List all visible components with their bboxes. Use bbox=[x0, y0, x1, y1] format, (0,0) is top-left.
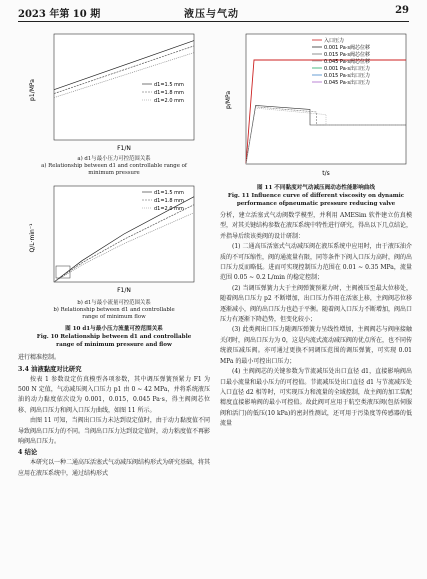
running-header bbox=[18, 5, 409, 21]
issue-label: 2023 年第 10 期 bbox=[18, 9, 101, 20]
right-para-4: (3) 此类阀出口压力随调压弹簧力呈线性增加，主阀阀芯与阀座接触关闭时，阀出口压力为 0，这是内流式流动减压阀的优点所在，也不同传统液压减压阀。亦可通过更换不同调压范围的调压弹簧，可实现 0.01 MPa 的最小可控出口压力； bbox=[220, 326, 412, 365]
fig10b-ylabel: Q/L·min⁻¹ bbox=[29, 223, 36, 253]
fig10-caption-cn: 图 10 d1与最小压力流量可控范围关系 bbox=[65, 326, 163, 333]
fig11-ylabel: p/MPa bbox=[225, 90, 232, 110]
fig11-caption-cn: 图 11 不同黏度对气动减压阀动态性能影响曲线 bbox=[257, 185, 375, 191]
fig11-legend-label-3: 0.045 Pa·s阀芯位移 bbox=[324, 59, 370, 65]
left-para-4: 本研究以一种二通高压活塞式气动减压阀结构形式为研究基础，将其应用在液压系统中，通过结构形式 bbox=[18, 459, 211, 477]
fig11-legend-label-6: 0.045 Pa·s出口压力 bbox=[324, 80, 370, 86]
header-rule bbox=[18, 21, 409, 22]
fig10a-xlabel: F1/N bbox=[117, 145, 131, 152]
fig10a-legend-2: d1=1.8 mm bbox=[154, 90, 184, 96]
fig10b-legend-2: d1=1.8 mm bbox=[154, 197, 184, 204]
fig10b-legend-3: d1=2.0 mm bbox=[154, 205, 184, 212]
left-para-1: 进行精准控制。 bbox=[18, 354, 61, 362]
fig11-xlabel: t/s bbox=[322, 170, 330, 177]
section-3-4: 3.4 油液黏度对比研究 bbox=[18, 365, 82, 373]
fig10a-chart bbox=[18, 30, 210, 152]
fig10a-ylabel: p1/MPa bbox=[29, 79, 36, 101]
fig10b-caption-en1: b) Relationship between d1 and controllable bbox=[53, 306, 175, 313]
right-para-3: (2) 当调压弹簧力大于主阀弹簧预紧力时，主阀被压至最大位移处，随着阀出口压力 p2 不断增加，出口压力作用在活塞上移，主阀阀芯位移逐渐减小，阀的出口压力也趋于平衡。随着阀入口压力不断增加，阀出口压力有逐渐下降趋势，但变化较小； bbox=[220, 284, 413, 324]
fig10a-legend-1: d1=1.5 mm bbox=[154, 82, 184, 88]
fig10b-chart bbox=[18, 182, 210, 296]
fig11-legend-label-0: 入口压力 bbox=[324, 38, 345, 44]
fig10-caption-en2: range of minimum pressure and flow bbox=[56, 342, 172, 349]
page-number: 29 bbox=[395, 5, 409, 16]
right-para-5: (4) 主阀阀芯的关键参数为节流减压处出口直径 d1，直接影响阀出口最小流量和最小压力的可控值。节流减压处出口直径 d1 与节流减压处入口直径 d2 相等时，可实现压力和流量的全域控制，故主阀的加工装配精度直接影响阀的最小可控值。故此阀可应用于航空类液压阀(包括伺服阀和活门)的低压(10 kPa)的密封性测试，还可用于污染度等传感器的低流量 bbox=[220, 368, 412, 428]
section-4: 4 结论 bbox=[18, 449, 38, 457]
right-column bbox=[220, 30, 412, 430]
fig10b-caption-en2: range of minimum flow bbox=[82, 314, 146, 321]
right-para-1: 分析，建立活塞式气动阀数学模型，并利用 AMESim 软件建立仿真模型，对其关键结构参数在液压系统中特性进行研究，得出以下几点结论，并指导后续该类阀的设计研制： bbox=[220, 212, 413, 240]
fig11-legend-label-4: 0.001 Pa·s出口压力 bbox=[324, 66, 370, 72]
journal-name: 液压与气动 bbox=[184, 9, 239, 20]
fig11-legend-label-5: 0.015 Pa·s出口压力 bbox=[324, 73, 370, 79]
left-para-2: 按表 1 参数设定仿真模型各项参数，其中调压弹簧预紧力 F1 为 500 N 定值，气动减压阀入口压力 p1 由 0 ~ 42 MPa，并将系统液压油的动力黏度依次设为 0.001，0.015，0.045 Pa·s，得主阀阀芯位移、阀出口压力和阀入口压力曲线，如图 11 所示。 bbox=[18, 375, 210, 414]
left-column bbox=[18, 30, 210, 479]
fig11-legend-label-1: 0.001 Pa·s阀芯位移 bbox=[324, 45, 370, 51]
fig10b-caption-cn: b) d1与最小流量可控范围关系 bbox=[77, 299, 151, 306]
fig10b-legend-1: d1=1.5 mm bbox=[154, 189, 184, 196]
fig10-caption-en1: Fig. 10 Relationship between d1 and controllable bbox=[36, 334, 192, 341]
fig11-legend-label-2: 0.015 Pa·s阀芯位移 bbox=[324, 52, 370, 58]
fig11-caption-en2: performance ofpneumatic pressure reducing valve bbox=[236, 201, 396, 207]
fig10a-caption-en1: a) Relationship between d1 and controllable range of bbox=[41, 163, 187, 170]
fig11-caption-en1: Fig. 11 Influence curve of different viscosity on dynamic bbox=[227, 193, 405, 199]
fig11-chart bbox=[220, 30, 412, 180]
right-para-2: (1) 二通高压活塞式气动减压阀在液压系统中应用时，由于液压油介质的不可压缩性，阀的通流量有限，同等条件下阀入口压力高时，阀的出口压力反而略低。进而可实现控制压力范围在 0.01 ~ 0.35 MPa，流量范围 0.05 ~ 0.2 L/min 的稳定控制； bbox=[220, 243, 413, 282]
left-para-3: 由图 11 可知，当阀出口压力未达到设定值时，由于动力黏度值不同导致阀出口压力的不同。当阀出口压力达到设定值时，动力粘度值不再影响阀出口压力。 bbox=[18, 417, 211, 446]
fig10b-xlabel: F1/N bbox=[117, 286, 131, 294]
fig10a-caption-en2: minimum pressure bbox=[88, 170, 140, 177]
fig10a-legend-3: d1=2.0 mm bbox=[154, 98, 184, 104]
fig10a-caption-cn: a) d1与最小压力可控范围关系 bbox=[77, 156, 151, 162]
